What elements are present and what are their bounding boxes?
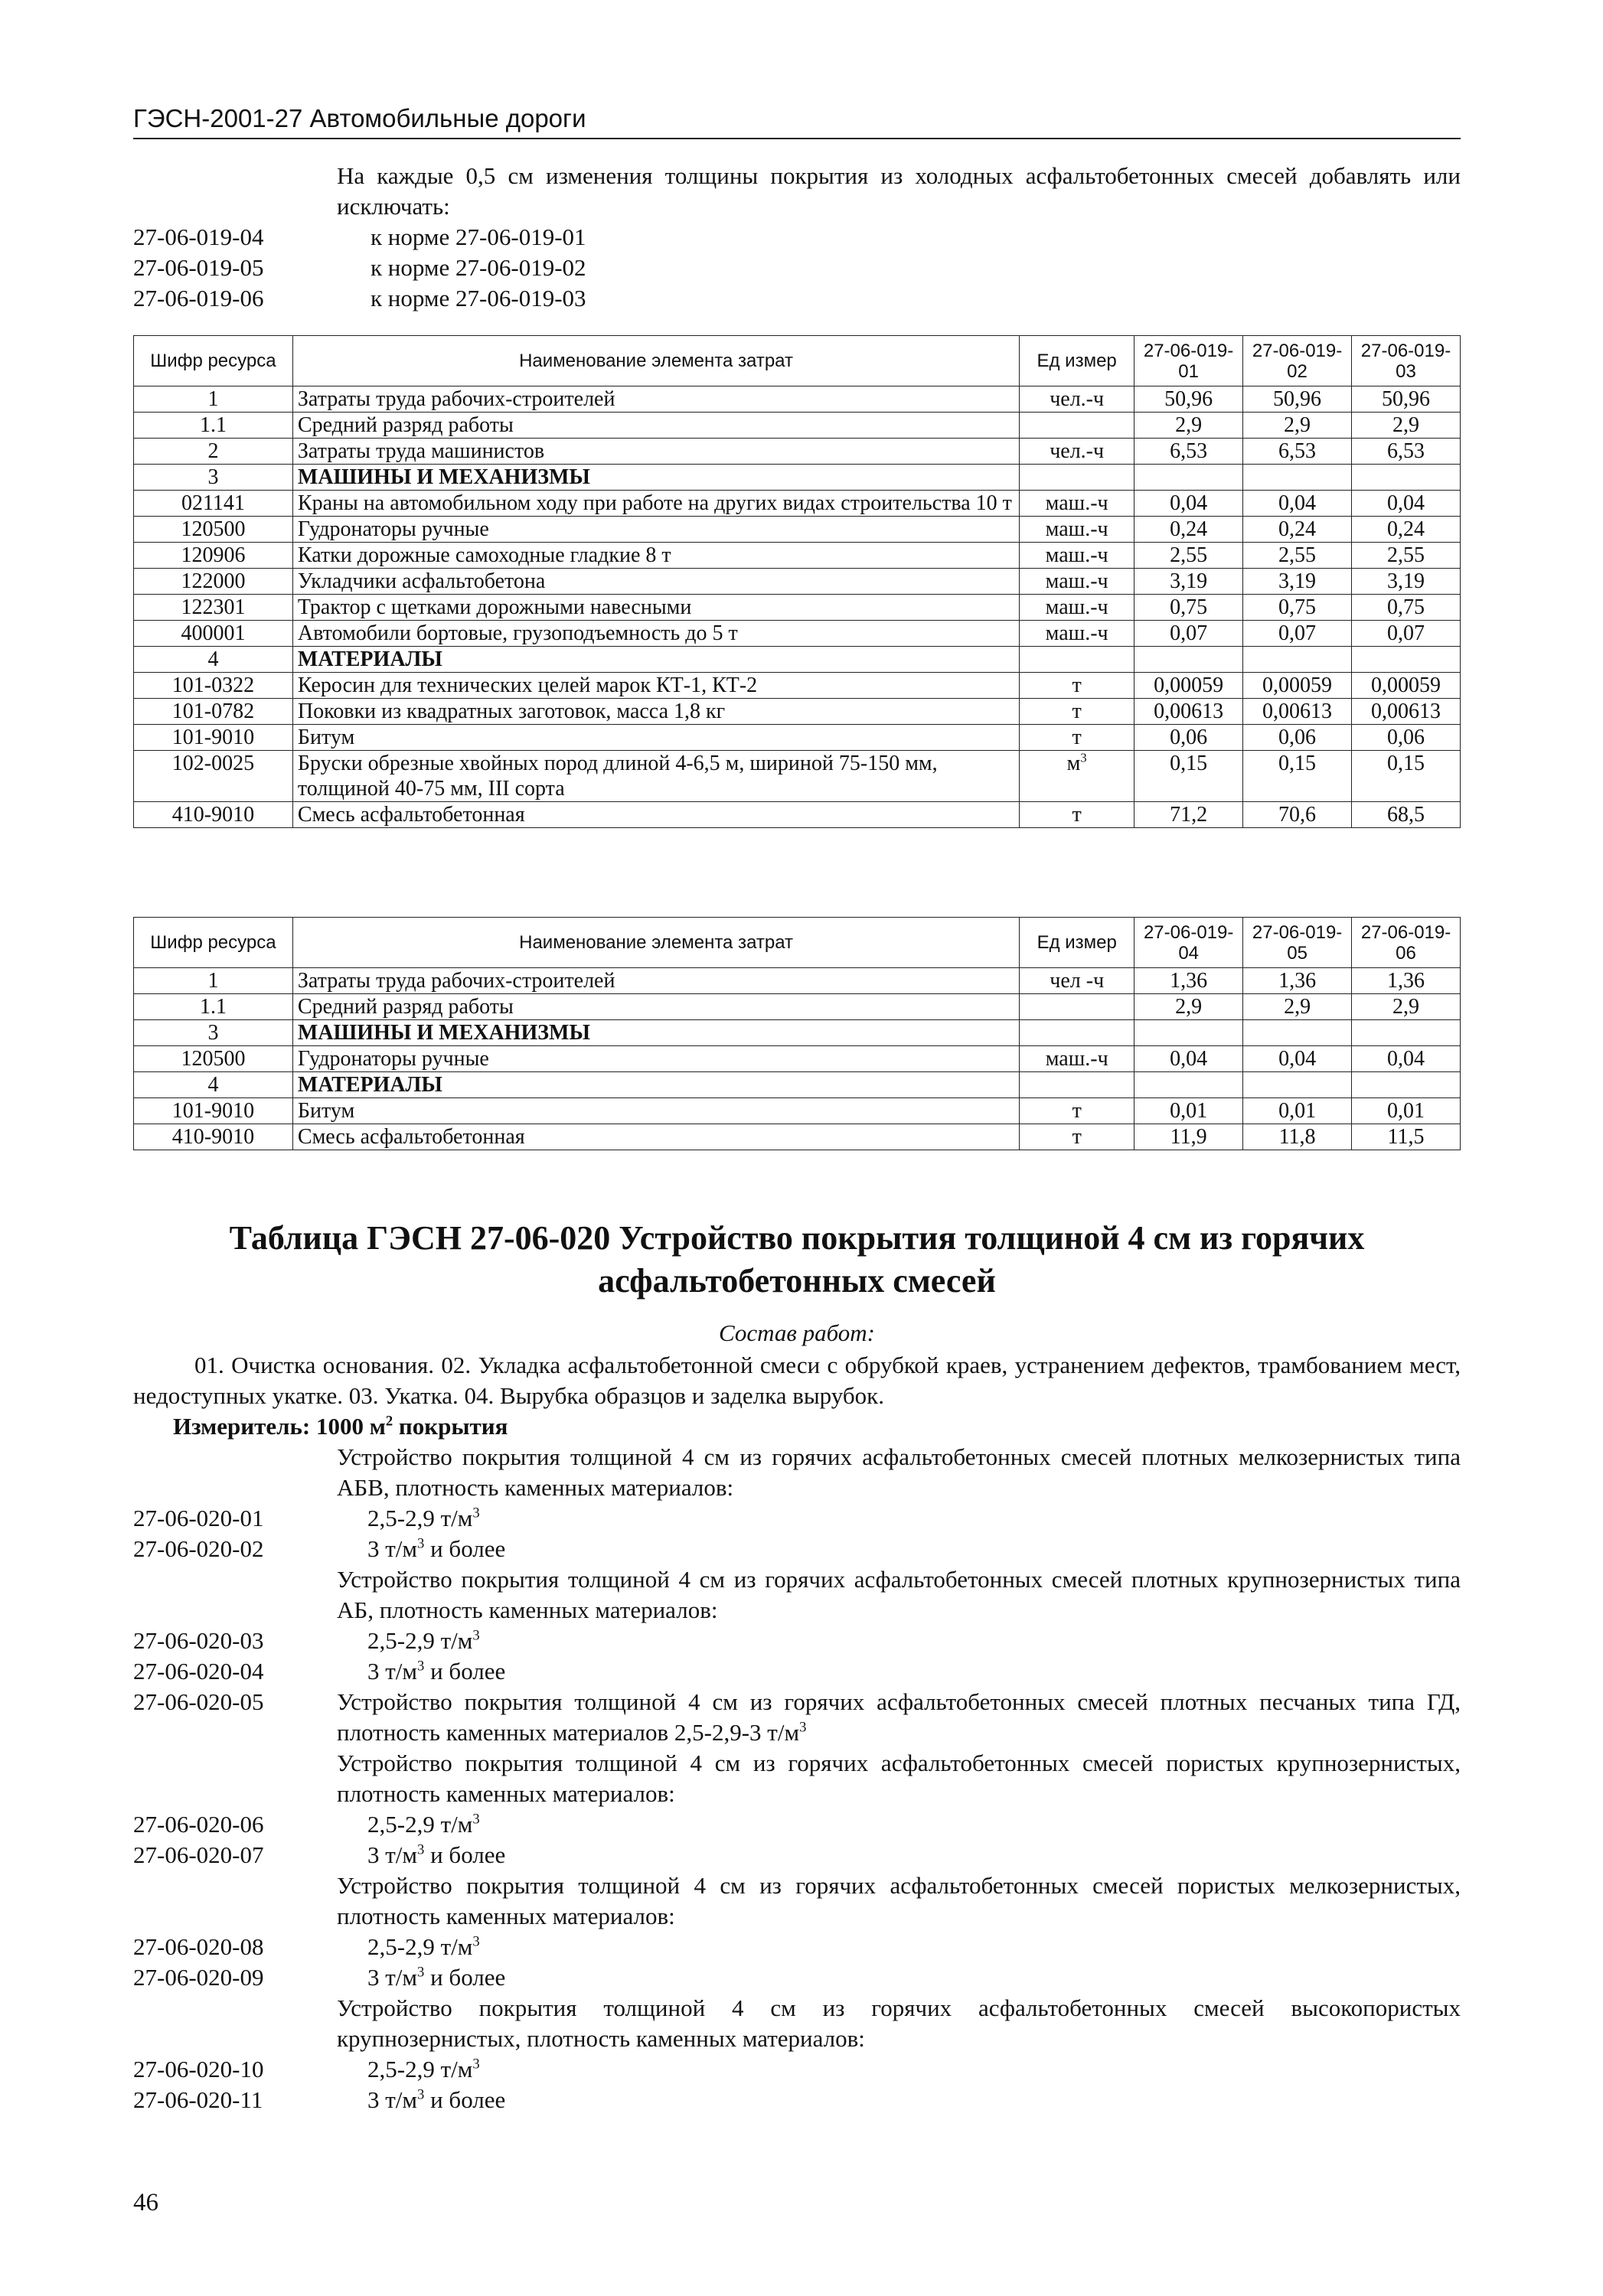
cell-value: 1,36 — [1243, 968, 1352, 994]
col-header: Шифр ресурса — [134, 918, 293, 968]
norm-item — [133, 2085, 1461, 2115]
table-body — [134, 386, 1461, 828]
col-header: 27-06-019-01 — [1135, 336, 1243, 386]
cell-unit: маш.-ч — [1020, 595, 1135, 621]
table-row — [134, 621, 1461, 647]
table-row — [134, 1098, 1461, 1124]
cell-unit: $м^3$ — [1020, 751, 1135, 802]
table-header-row — [134, 336, 1461, 386]
norm-item — [133, 1748, 1461, 1809]
cell-value: 0,04 — [1352, 491, 1461, 517]
norm-code: 27-06-020-10 — [133, 2056, 264, 2082]
resource-table-1 — [133, 335, 1461, 828]
intro-text: На каждые 0,5 см изменения толщины покрытия из холодных асфальтобетонных смесей добавлять или исключать: — [337, 162, 1461, 220]
cell-value: 71,2 — [1135, 802, 1243, 828]
cell-name: Трактор с щетками дорожными навесными — [292, 595, 1019, 621]
cell-name: Средний разряд работы — [292, 994, 1019, 1020]
norm-code — [133, 1748, 337, 1809]
cell-value: 0,06 — [1243, 725, 1352, 751]
col-header: 27-06-019-06 — [1352, 918, 1461, 968]
page-number: 46 — [133, 2189, 158, 2216]
cell-value: 0,75 — [1135, 595, 1243, 621]
cell-unit — [1020, 647, 1135, 673]
cell-unit — [1020, 465, 1135, 491]
cell-value: 0,07 — [1135, 621, 1243, 647]
table-row — [134, 1020, 1461, 1046]
col-header: Наименование элемента затрат — [292, 918, 1019, 968]
cell-name: Автомобили бортовые, грузоподъемность до 5 т — [292, 621, 1019, 647]
norm-text: 3 $т/м^3$ и более — [367, 2086, 506, 2113]
cell-name: МАТЕРИАЛЫ — [292, 1072, 1019, 1098]
cell-value: 0,15 — [1352, 751, 1461, 802]
norm-code: 27-06-020-01 — [133, 1505, 264, 1531]
cell-unit: чел.-ч — [1020, 439, 1135, 465]
cell-code: 120906 — [134, 543, 293, 569]
cell-name: МАШИНЫ И МЕХАНИЗМЫ — [292, 465, 1019, 491]
cell-unit: т — [1020, 725, 1135, 751]
norm-item — [133, 1809, 1461, 1840]
cell-value: 2,9 — [1135, 994, 1243, 1020]
norm-text: 3 $т/м^3$ и более — [367, 1658, 506, 1684]
cell-unit: т — [1020, 699, 1135, 725]
cell-value: 2,9 — [1243, 413, 1352, 439]
cell-unit — [1020, 413, 1135, 439]
cell-code: 1 — [134, 386, 293, 413]
norm-code: 27-06-020-05 — [133, 1688, 264, 1715]
cell-name: Затраты труда рабочих-строителей — [292, 386, 1019, 413]
norm-item — [133, 1962, 1461, 1993]
cell-value: 0,00059 — [1352, 673, 1461, 699]
section-title: Таблица ГЭСН 27-06-020 Устройство покрытия толщиной 4 см из горячих асфальтобетонных смесей — [229, 1219, 1365, 1300]
cell-value: 0,15 — [1243, 751, 1352, 802]
cell-name: Керосин для технических целей марок КТ-1, КТ-2 — [292, 673, 1019, 699]
cell-value: 2,55 — [1243, 543, 1352, 569]
col-header: Наименование элемента затрат — [292, 336, 1019, 386]
page-header — [133, 104, 1461, 139]
table-row — [134, 439, 1461, 465]
table-row — [134, 725, 1461, 751]
norm-item — [133, 1656, 1461, 1687]
cell-unit: т — [1020, 802, 1135, 828]
table-body — [134, 968, 1461, 1150]
norm-item — [133, 1932, 1461, 1962]
cell-value: 0,01 — [1352, 1098, 1461, 1124]
norm-item — [133, 1503, 1461, 1534]
composition-text: 01. Очистка основания. 02. Укладка асфальтобетонной смеси с обрубкой краев, устранением дефектов, трамбованием мест, недоступных укатке. 03. Укатка. 04. Вырубка образцов и заделка вырубок. — [133, 1352, 1461, 1409]
cell-name: Укладчики асфальтобетона — [292, 569, 1019, 595]
cell-value — [1243, 465, 1352, 491]
cell-value — [1352, 1020, 1461, 1046]
norm-text: Устройство покрытия толщиной 4 см из горячих асфальтобетонных смесей пористых крупнозернистых, плотность каменных материалов: — [337, 1750, 1461, 1807]
norm-text: 3 $т/м^3$ и более — [367, 1535, 506, 1562]
cell-name: Гудронаторы ручные — [292, 517, 1019, 543]
cell-value: 2,9 — [1135, 413, 1243, 439]
cell-unit: маш.-ч — [1020, 1046, 1135, 1072]
cell-code: 410-9010 — [134, 1124, 293, 1150]
cell-value: 0,75 — [1243, 595, 1352, 621]
table-row — [134, 673, 1461, 699]
table-row — [134, 569, 1461, 595]
norm-item — [133, 1442, 1461, 1503]
cell-value: 0,04 — [1135, 1046, 1243, 1072]
cell-name: Смесь асфальтобетонная — [292, 802, 1019, 828]
cell-value: 1,36 — [1352, 968, 1461, 994]
cell-value: 0,07 — [1243, 621, 1352, 647]
cell-code: 3 — [134, 465, 293, 491]
table-row — [134, 802, 1461, 828]
cell-value: 6,53 — [1352, 439, 1461, 465]
cell-value: 0,00613 — [1135, 699, 1243, 725]
cell-value — [1352, 465, 1461, 491]
norm-text: 2,5-2,9 $т/м^3$ — [367, 1505, 480, 1531]
cell-name: МАТЕРИАЛЫ — [292, 647, 1019, 673]
norm-item — [133, 1534, 1461, 1564]
cell-value: 2,9 — [1243, 994, 1352, 1020]
col-header: 27-06-019-02 — [1243, 336, 1352, 386]
table-row — [134, 699, 1461, 725]
norm-item — [133, 1840, 1461, 1870]
cell-value — [1135, 647, 1243, 673]
cell-code: 102-0025 — [134, 751, 293, 802]
norm-text: 2,5-2,9 $т/м^3$ — [367, 2056, 480, 2082]
cell-code: 3 — [134, 1020, 293, 1046]
col-header: Ед измер — [1020, 336, 1135, 386]
composition-label: Состав работ: — [718, 1319, 875, 1346]
intro-code: 27-06-019-06 — [133, 285, 264, 311]
cell-value: 50,96 — [1352, 386, 1461, 413]
cell-value — [1135, 1020, 1243, 1046]
table-row — [134, 491, 1461, 517]
norm-list — [133, 1442, 1461, 2115]
cell-value: 2,9 — [1352, 994, 1461, 1020]
col-header: 27-06-019-05 — [1243, 918, 1352, 968]
cell-value: 2,55 — [1135, 543, 1243, 569]
cell-value: 0,07 — [1352, 621, 1461, 647]
cell-value: 11,8 — [1243, 1124, 1352, 1150]
cell-value: 0,06 — [1135, 725, 1243, 751]
table-row — [134, 968, 1461, 994]
cell-name: Краны на автомобильном ходу при работе на других видах строительства 10 т — [292, 491, 1019, 517]
measure-label: Измеритель: — [173, 1413, 311, 1440]
intro-code: 27-06-019-05 — [133, 254, 264, 281]
cell-code: 400001 — [134, 621, 293, 647]
measure-value: 1000 $м^2$ покрытия — [315, 1413, 508, 1440]
cell-value: 0,01 — [1243, 1098, 1352, 1124]
norm-text: Устройство покрытия толщиной 4 см из горячих асфальтобетонных смесей высокопористых крупнозернистых, плотность каменных материалов: — [337, 1994, 1461, 2052]
intro-desc: к норме 27-06-019-02 — [371, 254, 586, 281]
cell-value: 2,55 — [1352, 543, 1461, 569]
cell-value: 0,24 — [1243, 517, 1352, 543]
norm-item — [133, 1626, 1461, 1656]
cell-code: 2 — [134, 439, 293, 465]
cell-value: 0,00059 — [1243, 673, 1352, 699]
cell-value: 0,01 — [1135, 1098, 1243, 1124]
cell-value: 0,04 — [1243, 491, 1352, 517]
cell-name: Битум — [292, 1098, 1019, 1124]
norm-code — [133, 1564, 337, 1626]
cell-value: 50,96 — [1135, 386, 1243, 413]
cell-code: 4 — [134, 647, 293, 673]
norm-code — [133, 1993, 337, 2054]
col-header: 27-06-019-04 — [1135, 918, 1243, 968]
cell-code: 1.1 — [134, 994, 293, 1020]
norm-item — [133, 1687, 1461, 1748]
cell-code: 101-0782 — [134, 699, 293, 725]
cell-unit — [1020, 1072, 1135, 1098]
cell-code: 1 — [134, 968, 293, 994]
cell-value: 0,00613 — [1352, 699, 1461, 725]
norm-code: 27-06-020-08 — [133, 1933, 264, 1960]
norm-code: 27-06-020-06 — [133, 1811, 264, 1838]
cell-code: 122301 — [134, 595, 293, 621]
cell-unit: т — [1020, 1098, 1135, 1124]
norm-code: 27-06-020-11 — [133, 2086, 263, 2113]
cell-value: 6,53 — [1135, 439, 1243, 465]
cell-unit: т — [1020, 673, 1135, 699]
norm-text: Устройство покрытия толщиной 4 см из горячих асфальтобетонных смесей плотных мелкозернистых типа АБВ, плотность каменных материалов: — [337, 1443, 1461, 1501]
cell-value: 6,53 — [1243, 439, 1352, 465]
table-row — [134, 1124, 1461, 1150]
cell-value: 0,15 — [1135, 751, 1243, 802]
cell-value: 11,9 — [1135, 1124, 1243, 1150]
cell-value: 68,5 — [1352, 802, 1461, 828]
table-row — [134, 465, 1461, 491]
cell-name: Затраты труда машинистов — [292, 439, 1019, 465]
cell-code: 101-9010 — [134, 725, 293, 751]
table-row — [134, 1072, 1461, 1098]
cell-name: Средний разряд работы — [292, 413, 1019, 439]
cell-value: 2,9 — [1352, 413, 1461, 439]
norm-item — [133, 1870, 1461, 1932]
cell-code: 122000 — [134, 569, 293, 595]
cell-value — [1352, 647, 1461, 673]
norm-text: 3 $т/м^3$ и более — [367, 1964, 506, 1991]
cell-value — [1135, 465, 1243, 491]
cell-unit: маш.-ч — [1020, 569, 1135, 595]
cell-value: 1,36 — [1135, 968, 1243, 994]
cell-unit: чел.-ч — [1020, 386, 1135, 413]
cell-value — [1135, 1072, 1243, 1098]
cell-unit — [1020, 1020, 1135, 1046]
table-row — [134, 595, 1461, 621]
cell-name: Катки дорожные самоходные гладкие 8 т — [292, 543, 1019, 569]
norm-code: 27-06-020-09 — [133, 1964, 264, 1991]
norm-code: 27-06-020-04 — [133, 1658, 264, 1684]
norm-text: Устройство покрытия толщиной 4 см из горячих асфальтобетонных смесей пористых мелкозернистых, плотность каменных материалов: — [337, 1872, 1461, 1929]
cell-value: 3,19 — [1352, 569, 1461, 595]
cell-code: 1.1 — [134, 413, 293, 439]
norm-text: 2,5-2,9 $т/м^3$ — [367, 1627, 480, 1654]
cell-value — [1352, 1072, 1461, 1098]
header-title: ГЭСН-2001-27 Автомобильные дороги — [133, 104, 586, 132]
table-row — [134, 1046, 1461, 1072]
col-header: Шифр ресурса — [134, 336, 293, 386]
cell-name: Гудронаторы ручные — [292, 1046, 1019, 1072]
norm-code: 27-06-020-03 — [133, 1627, 264, 1654]
norm-text: 3 $т/м^3$ и более — [367, 1841, 506, 1868]
cell-value — [1243, 647, 1352, 673]
table-row — [134, 413, 1461, 439]
intro-desc: к норме 27-06-019-01 — [371, 223, 586, 250]
cell-value — [1243, 1020, 1352, 1046]
norm-item — [133, 1993, 1461, 2054]
table-row — [134, 994, 1461, 1020]
cell-value: 0,04 — [1135, 491, 1243, 517]
cell-code: 101-0322 — [134, 673, 293, 699]
cell-unit — [1020, 994, 1135, 1020]
intro-code-list — [133, 222, 348, 314]
col-header: 27-06-019-03 — [1352, 336, 1461, 386]
norm-code: 27-06-020-02 — [133, 1535, 264, 1562]
cell-value: 0,04 — [1243, 1046, 1352, 1072]
cell-unit: маш.-ч — [1020, 491, 1135, 517]
table-row — [134, 517, 1461, 543]
cell-value: 0,24 — [1352, 517, 1461, 543]
table-row — [134, 386, 1461, 413]
cell-value: 70,6 — [1243, 802, 1352, 828]
resource-table-2 — [133, 917, 1461, 1150]
cell-unit: т — [1020, 1124, 1135, 1150]
cell-unit: маш.-ч — [1020, 543, 1135, 569]
cell-unit: чел -ч — [1020, 968, 1135, 994]
norm-text: 2,5-2,9 $т/м^3$ — [367, 1811, 480, 1838]
cell-name: Бруски обрезные хвойных пород длиной 4-6,5 м, шириной 75-150 мм, толщиной 40-75 мм, III сорта — [292, 751, 1019, 802]
cell-value: 3,19 — [1135, 569, 1243, 595]
norm-text: 2,5-2,9 $т/м^3$ — [367, 1933, 480, 1960]
cell-value: 0,75 — [1352, 595, 1461, 621]
cell-code: 120500 — [134, 1046, 293, 1072]
table-row — [134, 751, 1461, 802]
cell-value — [1243, 1072, 1352, 1098]
cell-value: 0,04 — [1352, 1046, 1461, 1072]
cell-code: 4 — [134, 1072, 293, 1098]
table-row — [134, 543, 1461, 569]
intro-desc-list — [371, 222, 1059, 314]
cell-value: 0,00613 — [1243, 699, 1352, 725]
norm-code — [133, 1442, 337, 1503]
norm-text: Устройство покрытия толщиной 4 см из горячих асфальтобетонных смесей плотных песчаных типа ГД, плотность каменных материалов 2,5-2,9-3 $т/м^3$ — [337, 1688, 1461, 1746]
cell-unit: маш.-ч — [1020, 517, 1135, 543]
table-header-row — [134, 918, 1461, 968]
norm-text: Устройство покрытия толщиной 4 см из горячих асфальтобетонных смесей плотных крупнозернистых типа АБ, плотность каменных материалов: — [337, 1566, 1461, 1623]
cell-unit: маш.-ч — [1020, 621, 1135, 647]
cell-name: МАШИНЫ И МЕХАНИЗМЫ — [292, 1020, 1019, 1046]
cell-value: 0,00059 — [1135, 673, 1243, 699]
norm-code: 27-06-020-07 — [133, 1841, 264, 1868]
cell-value: 0,24 — [1135, 517, 1243, 543]
norm-item — [133, 2054, 1461, 2085]
cell-value: 0,06 — [1352, 725, 1461, 751]
intro-desc: к норме 27-06-019-03 — [371, 285, 586, 311]
table-row — [134, 647, 1461, 673]
col-header: Ед измер — [1020, 918, 1135, 968]
cell-value: 11,5 — [1352, 1124, 1461, 1150]
measure-line — [173, 1411, 1092, 1442]
cell-code: 120500 — [134, 517, 293, 543]
cell-code: 410-9010 — [134, 802, 293, 828]
cell-value: 3,19 — [1243, 569, 1352, 595]
cell-name: Затраты труда рабочих-строителей — [292, 968, 1019, 994]
cell-name: Битум — [292, 725, 1019, 751]
cell-value: 50,96 — [1243, 386, 1352, 413]
cell-code: 021141 — [134, 491, 293, 517]
cell-name: Поковки из квадратных заготовок, масса 1,8 кг — [292, 699, 1019, 725]
norm-code — [133, 1870, 337, 1932]
cell-code: 101-9010 — [134, 1098, 293, 1124]
norm-item — [133, 1564, 1461, 1626]
cell-name: Смесь асфальтобетонная — [292, 1124, 1019, 1150]
intro-code: 27-06-019-04 — [133, 223, 264, 250]
